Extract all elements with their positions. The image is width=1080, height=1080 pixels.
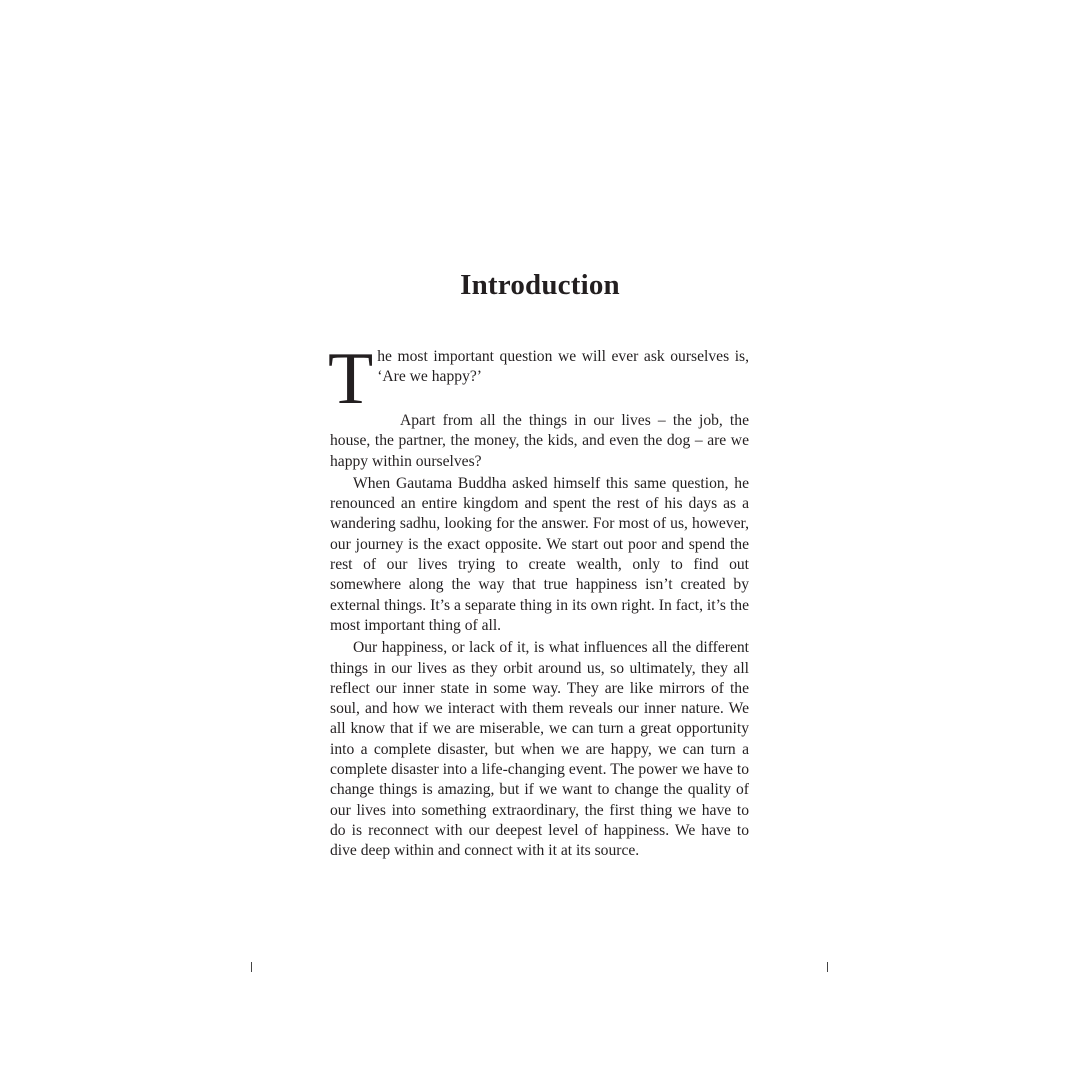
crop-mark-left: [251, 962, 252, 972]
crop-mark-right: [827, 962, 828, 972]
drop-cap: T: [328, 338, 374, 420]
chapter-body: [328, 338, 749, 862]
opening-paragraph: [328, 338, 749, 420]
opening-text: he most important question we will ever ask ourselves is, ‘Are we happy?’: [377, 348, 749, 386]
body-paragraph: Our happiness, or lack of it, is what influences all the different things in our lives as they orbit around us, so ultimately, they all reflect our inner state in some way. They are like mirrors of the soul, and how we interact with them reveals our inner nature. We all know that if we are miserable, we can turn a great opportunity into a complete disaster, but when we are happy, we can turn a complete disaster into a life-changing event. The power we have to change things is amazing, but if we want to change the quality of our lives into something extraordinary, the first thing we have to do is reconnect with our deepest level of happiness. We have to dive deep within and connect with it at its source.: [330, 639, 749, 860]
body-paragraph: When Gautama Buddha asked himself this same question, he renounced an entire kingdom and spent the rest of his days as a wandering sadhu, looking for the answer. For most of us, however, our journey is the exact opposite. We start out poor and spend the rest of our lives trying to create wealth, only to find out somewhere along the way that true happiness isn’t created by external things. It’s a separate thing in its own right. In fact, it’s the most important thing of all.: [330, 474, 749, 634]
body-paragraph: Apart from all the things in our lives – the job, the house, the partner, the money, the kids, and even the dog – are we happy within ourselves?: [330, 412, 749, 470]
chapter-title: Introduction: [460, 269, 620, 301]
